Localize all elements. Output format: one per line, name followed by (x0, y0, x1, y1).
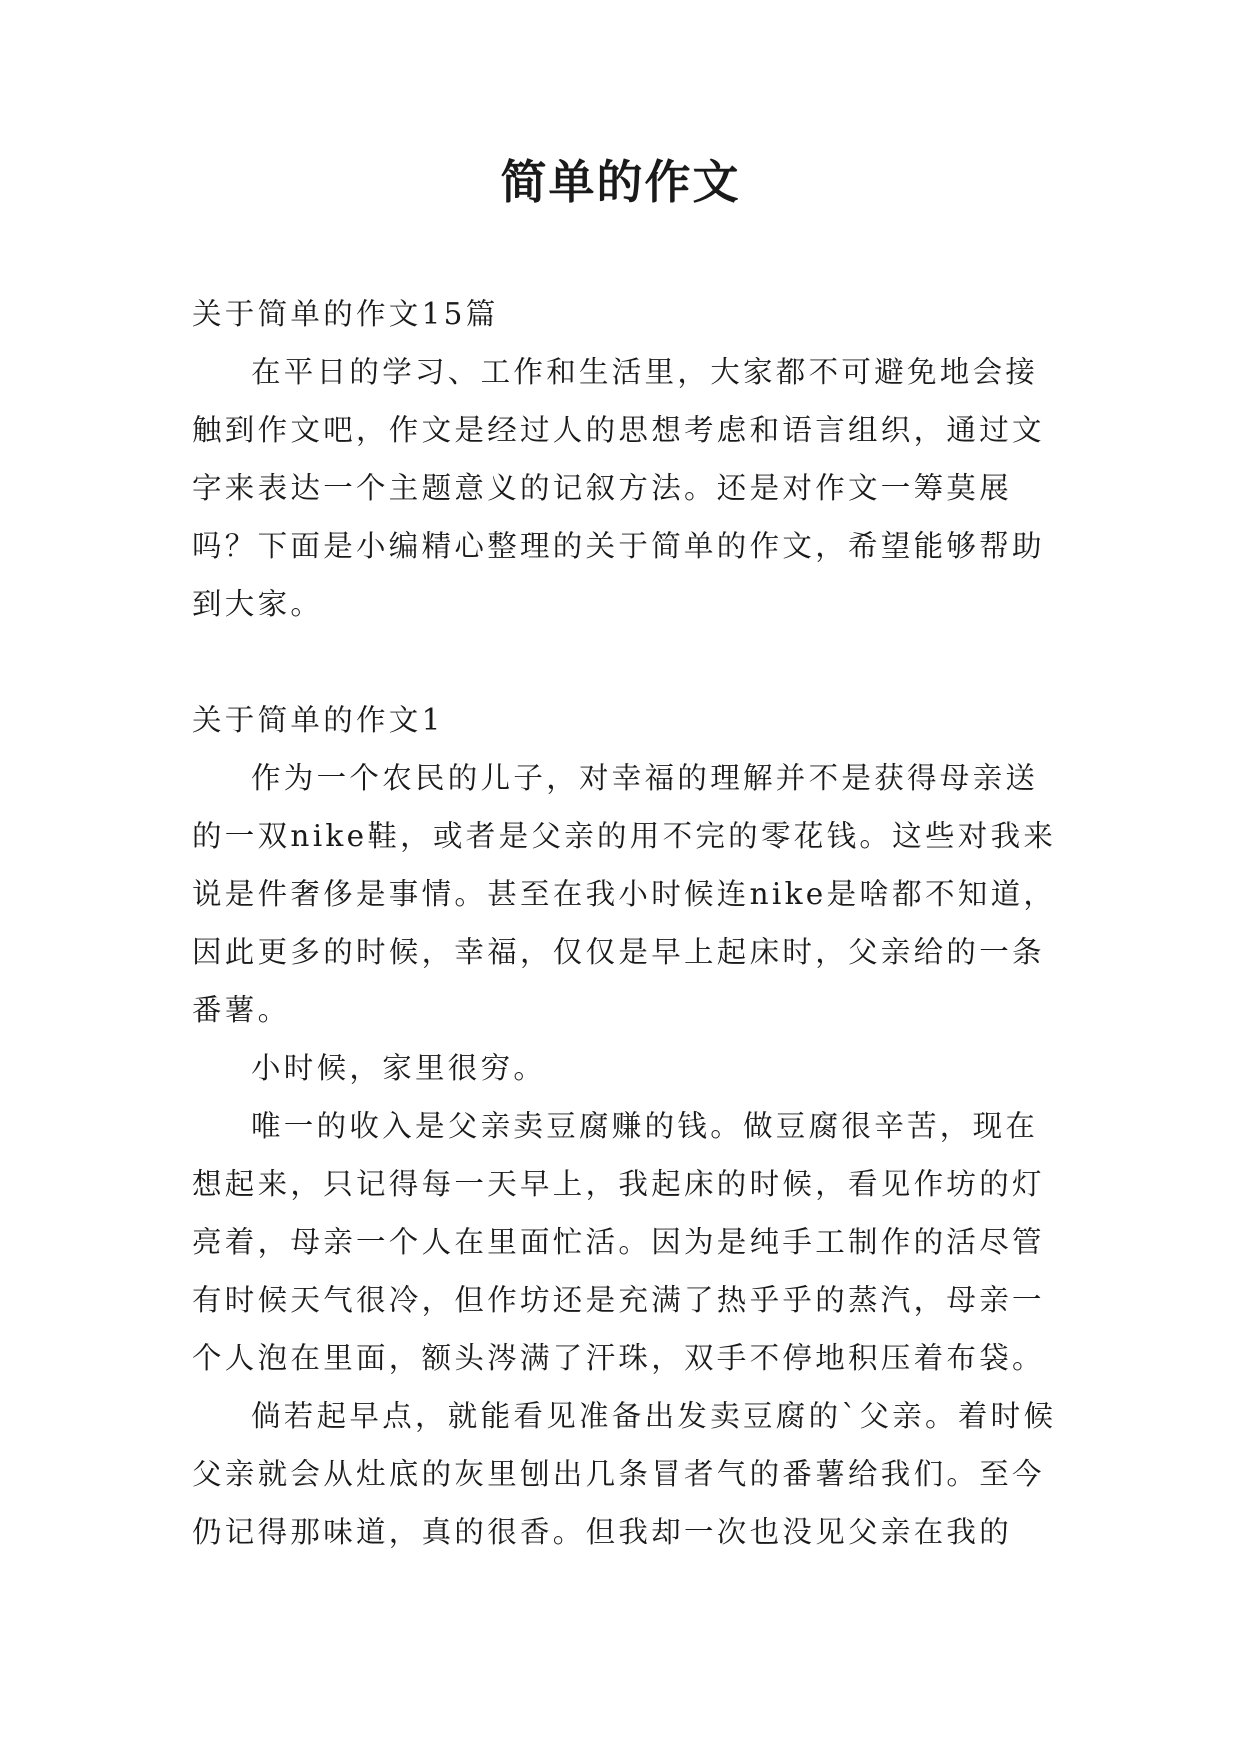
section-spacer (192, 633, 1062, 691)
document-title: 简单的作文 (500, 155, 741, 209)
section-heading: 关于简单的作文1 (192, 703, 444, 737)
intro-paragraph: 在平日的学习、工作和生活里，大家都不可避免地会接触到作文吧，作文是经过人的思想考虑和语言组织，通过文字来表达一个主题意义的记叙方法。还是对作文一筹莫展吗？下面是小编精心整理的关于简单的作文，希望能够帮助到大家。 (192, 355, 1045, 621)
body-paragraph: 小时候，家里很穷。 (251, 1051, 547, 1085)
document-body (192, 285, 1062, 1561)
body-paragraph: 作为一个农民的儿子，对幸福的理解并不是获得母亲送的一双nike鞋，或者是父亲的用不完的零花钱。这些对我来说是件奢侈是事情。甚至在我小时候连nike是啥都不知道，因此更多的时候，幸福，仅仅是早上起床时，父亲给的一条番薯。 (192, 761, 1057, 1027)
body-paragraph: 倘若起早点，就能看见准备出发卖豆腐的`父亲。着时候父亲就会从灶底的灰里刨出几条冒者气的番薯给我们。至今仍记得那味道，真的很香。但我却一次也没见父亲在我的 (192, 1399, 1057, 1549)
body-paragraph: 唯一的收入是父亲卖豆腐赚的钱。做豆腐很辛苦，现在想起来，只记得每一天早上，我起床的时候，看见作坊的灯亮着，母亲一个人在里面忙活。因为是纯手工制作的活尽管有时候天气很冷，但作坊还是充满了热乎乎的蒸汽，母亲一个人泡在里面，额头涔满了汗珠，双手不停地积压着布袋。 (192, 1109, 1045, 1375)
intro-heading: 关于简单的作文15篇 (192, 297, 499, 331)
